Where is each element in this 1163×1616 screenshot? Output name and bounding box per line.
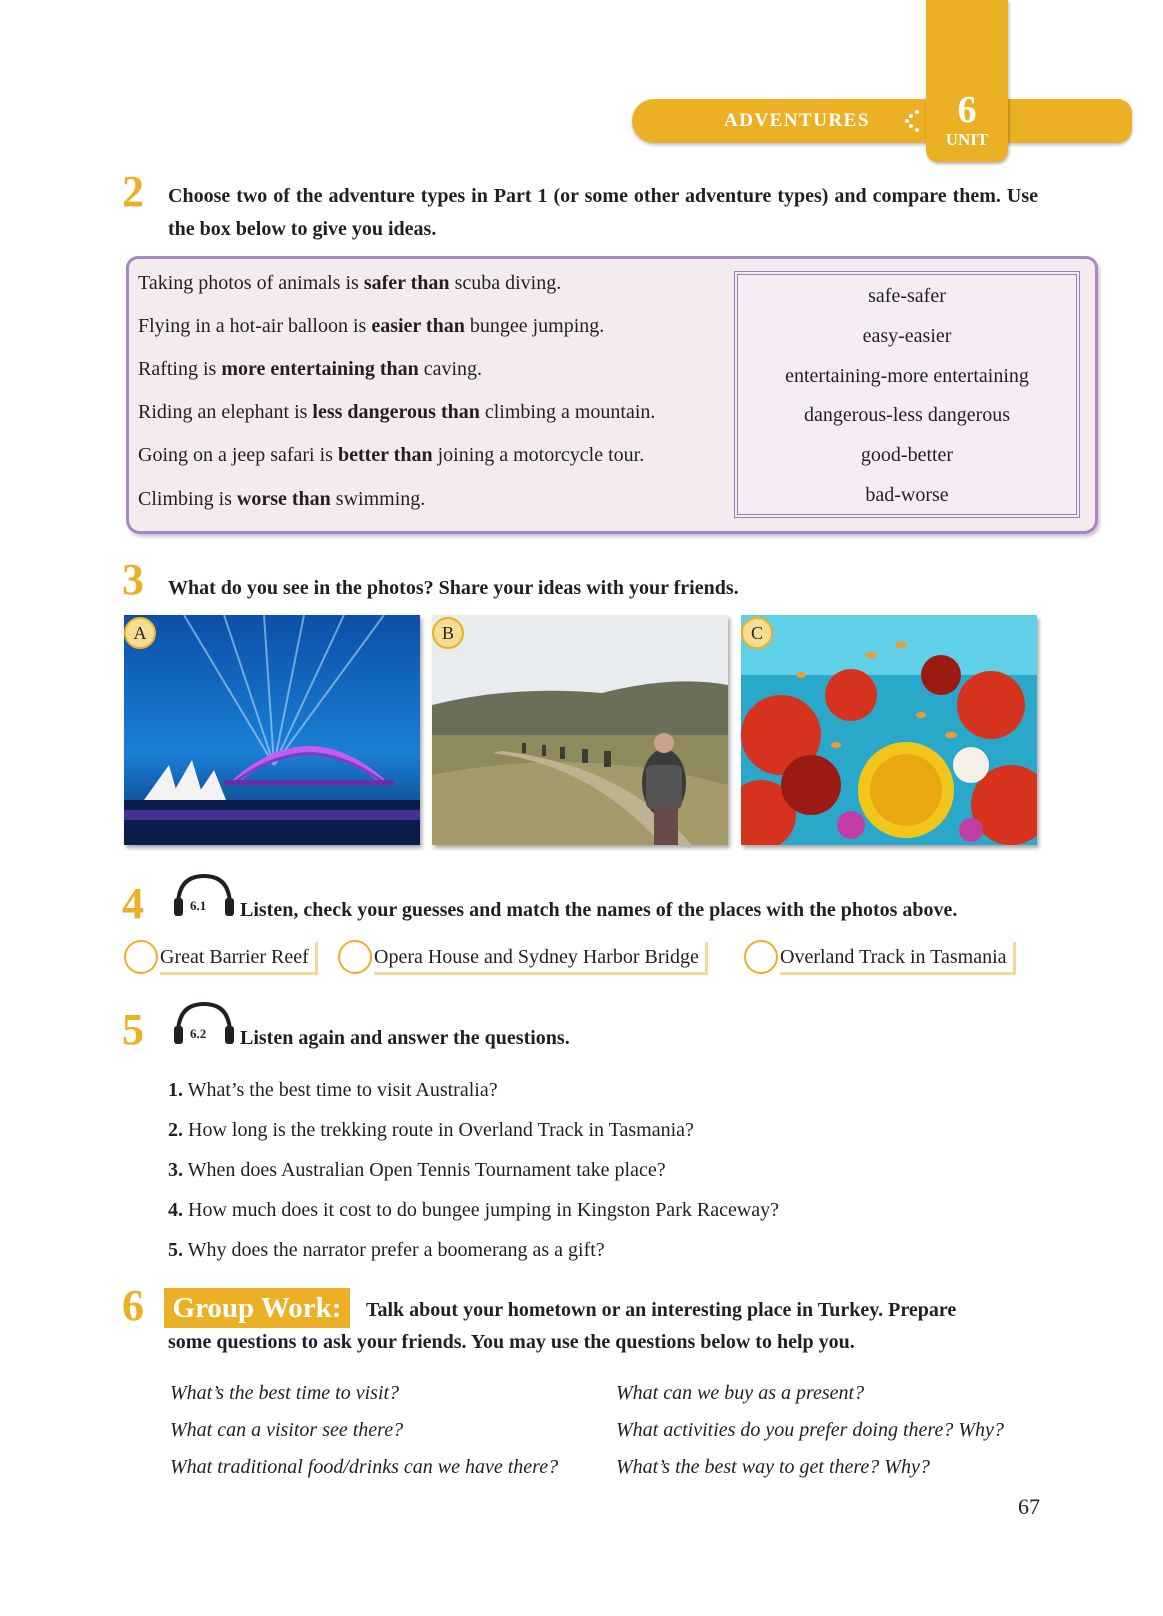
photo-overland-track bbox=[432, 615, 728, 845]
example-sentence: Rafting is more entertaining than caving. bbox=[138, 358, 483, 380]
word-box bbox=[734, 271, 1080, 518]
section-3-instruction: What do you see in the photos? Share your ideas with your friends. bbox=[168, 577, 739, 599]
prompt-question: What can a visitor see there? bbox=[170, 1419, 404, 1441]
answer-option-label: Overland Track in Tasmania bbox=[780, 942, 1016, 975]
word-pair: entertaining-more entertaining bbox=[785, 365, 1029, 387]
answer-circle[interactable] bbox=[744, 940, 778, 974]
unit-label: UNIT bbox=[945, 130, 989, 149]
question-item: 3. When does Australian Open Tennis Tournament take place? bbox=[168, 1159, 666, 1181]
page-number: 67 bbox=[1018, 1494, 1040, 1519]
section-6-number: 6 bbox=[122, 1281, 144, 1330]
section-5-number: 5 bbox=[122, 1005, 144, 1054]
question-item: 5. Why does the narrator prefer a boomerang as a gift? bbox=[168, 1239, 605, 1261]
photo-sydney-opera-house bbox=[124, 615, 420, 845]
word-pair: easy-easier bbox=[862, 325, 952, 347]
section-3-number: 3 bbox=[122, 555, 144, 604]
photo-label-b: B bbox=[432, 617, 464, 649]
section-4-number: 4 bbox=[122, 879, 144, 928]
answer-option-label: Opera House and Sydney Harbor Bridge bbox=[374, 942, 708, 975]
answer-option[interactable] bbox=[124, 940, 334, 974]
word-pair: safe-safer bbox=[868, 285, 946, 307]
section-2-number: 2 bbox=[122, 167, 144, 216]
track-number: 6.1 bbox=[190, 898, 207, 913]
answer-option[interactable] bbox=[338, 940, 738, 974]
prompt-question: What’s the best way to get there? Why? bbox=[616, 1456, 930, 1478]
section-4-instruction: Listen, check your guesses and match the names of the places with the photos above. bbox=[240, 899, 958, 921]
answer-circle[interactable] bbox=[124, 940, 158, 974]
section-6-instruction: some questions to ask your friends. You may use the questions below to help you. bbox=[168, 1331, 855, 1353]
prompt-question: What’s the best time to visit? bbox=[170, 1382, 400, 1404]
photo-coral-reef bbox=[741, 615, 1037, 845]
prompt-question: What traditional food/drinks can we have there? bbox=[170, 1456, 559, 1478]
example-sentence: Climbing is worse than swimming. bbox=[138, 488, 426, 510]
unit-number: 6 bbox=[957, 89, 977, 131]
photo-label-a: A bbox=[124, 617, 156, 649]
unit-title: ADVENTURES bbox=[724, 110, 870, 131]
group-work-label: Group Work: bbox=[164, 1288, 350, 1328]
question-item: 1. What’s the best time to visit Australia? bbox=[168, 1079, 498, 1101]
prompt-question: What activities do you prefer doing there? Why? bbox=[616, 1419, 1004, 1441]
prompt-question: What can we buy as a present? bbox=[616, 1382, 865, 1404]
example-sentence: Going on a jeep safari is better than joining a motorcycle tour. bbox=[138, 444, 645, 466]
question-item: 2. How long is the trekking route in Overland Track in Tasmania? bbox=[168, 1119, 694, 1141]
question-item: 4. How much does it cost to do bungee jumping in Kingston Park Raceway? bbox=[168, 1199, 780, 1221]
word-pair: dangerous-less dangerous bbox=[803, 404, 1011, 426]
word-pair: bad-worse bbox=[865, 484, 949, 506]
example-sentence: Taking photos of animals is safer than scuba diving. bbox=[138, 272, 562, 294]
word-pair: good-better bbox=[860, 444, 954, 466]
photo-label-c: C bbox=[741, 617, 773, 649]
section-2-instruction: Choose two of the adventure types in Part 1 (or some other adventure types) and compare them. Use the box below to give you ideas. bbox=[168, 185, 1038, 240]
answer-circle[interactable] bbox=[338, 940, 372, 974]
track-number: 6.2 bbox=[190, 1026, 207, 1041]
dots-icon bbox=[902, 108, 924, 134]
answer-option[interactable] bbox=[744, 940, 1044, 974]
section-5-instruction: Listen again and answer the questions. bbox=[240, 1027, 570, 1049]
answer-option-label: Great Barrier Reef bbox=[160, 942, 318, 975]
example-sentence: Flying in a hot-air balloon is easier than bungee jumping. bbox=[138, 315, 605, 337]
example-sentence: Riding an elephant is less dangerous than climbing a mountain. bbox=[138, 401, 656, 423]
section-6-instruction: Talk about your hometown or an interesting place in Turkey. Prepare bbox=[366, 1299, 957, 1321]
